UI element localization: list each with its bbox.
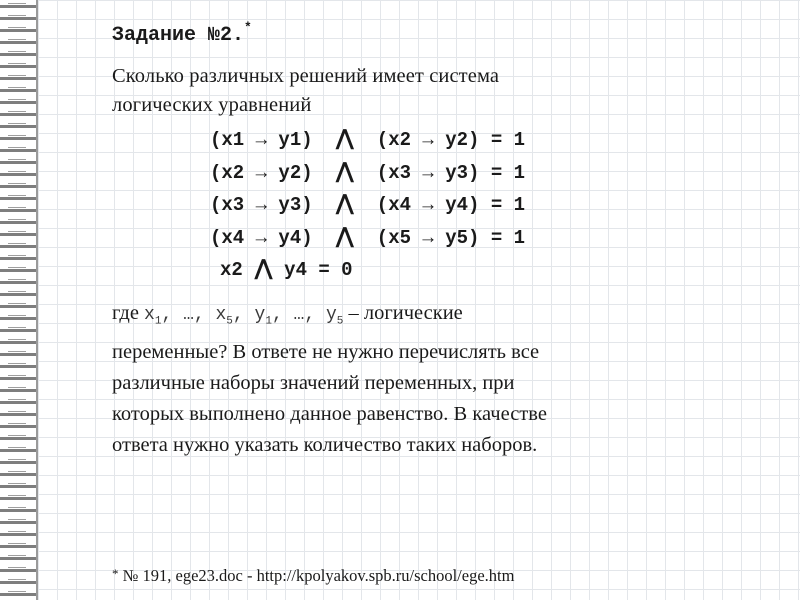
equation-left: (x2 → y2): [210, 161, 313, 184]
var-x: x: [215, 304, 227, 325]
var-separator: , …,: [271, 304, 326, 325]
var-subscript: 5: [336, 315, 344, 328]
question-line: Сколько различных решений имеет система: [112, 65, 500, 87]
var-y: y: [325, 304, 337, 325]
var-subscript: 1: [265, 315, 272, 328]
notebook-spiral-binding: [0, 0, 38, 600]
task-title-text: Задание №2.: [112, 24, 245, 47]
equation-right: y4 = 0: [284, 259, 353, 281]
equation-left: x2: [220, 259, 243, 281]
equation-row: [220, 253, 772, 286]
var-y: y: [254, 304, 266, 325]
equation-left: (x4 → y4): [210, 226, 313, 249]
footnote-star: *: [112, 566, 119, 581]
equation-right: (x4 → y4) = 1: [376, 194, 526, 216]
equation-row: [210, 188, 772, 221]
footnote: [112, 566, 514, 586]
description-line: которых выполнено данное равенство. В качестве: [112, 403, 547, 426]
var-separator: ,: [232, 304, 255, 325]
task-content: [112, 18, 772, 461]
description-text: [112, 298, 772, 462]
description-line: различные наборы значений переменных, при: [112, 372, 515, 395]
and-operator: ⋀: [335, 158, 354, 184]
description-suffix: – логические: [343, 301, 463, 324]
task-title: [112, 18, 772, 54]
equation-right: (x3 → y3) = 1: [376, 161, 526, 184]
description-line: ответа нужно указать количество таких наборов.: [112, 434, 538, 457]
description-prefix: где: [112, 301, 145, 324]
equation-left: (x3 → y3): [210, 194, 313, 216]
and-operator: ⋀: [335, 126, 354, 151]
footnote-text: № 191, ege23.doc - http://kpolyakov.spb.ru/school/ege.htm: [118, 566, 515, 585]
var-x: x: [144, 304, 155, 325]
question-text: [112, 62, 772, 120]
var-separator: , …,: [161, 304, 216, 325]
and-operator: ⋀: [254, 256, 273, 281]
and-operator: ⋀: [335, 223, 354, 249]
equation-row: [210, 123, 772, 156]
equation-row: [210, 156, 772, 189]
description-line: [112, 298, 772, 338]
equation-right: (x2 → y2) = 1: [376, 129, 526, 151]
footnote-marker: *: [244, 20, 252, 35]
var-subscript: 5: [226, 315, 233, 328]
equation-left: (x1 → y1): [210, 129, 313, 151]
and-operator: ⋀: [335, 191, 354, 216]
description-line: переменные? В ответе не нужно перечислять все: [112, 341, 540, 364]
question-line: логических уравнений: [112, 94, 312, 116]
equation-system: [112, 123, 772, 286]
var-subscript: 1: [154, 315, 162, 328]
variable-list: [144, 304, 344, 328]
equation-row: [210, 221, 772, 254]
equation-right: (x5 → y5) = 1: [376, 226, 526, 249]
